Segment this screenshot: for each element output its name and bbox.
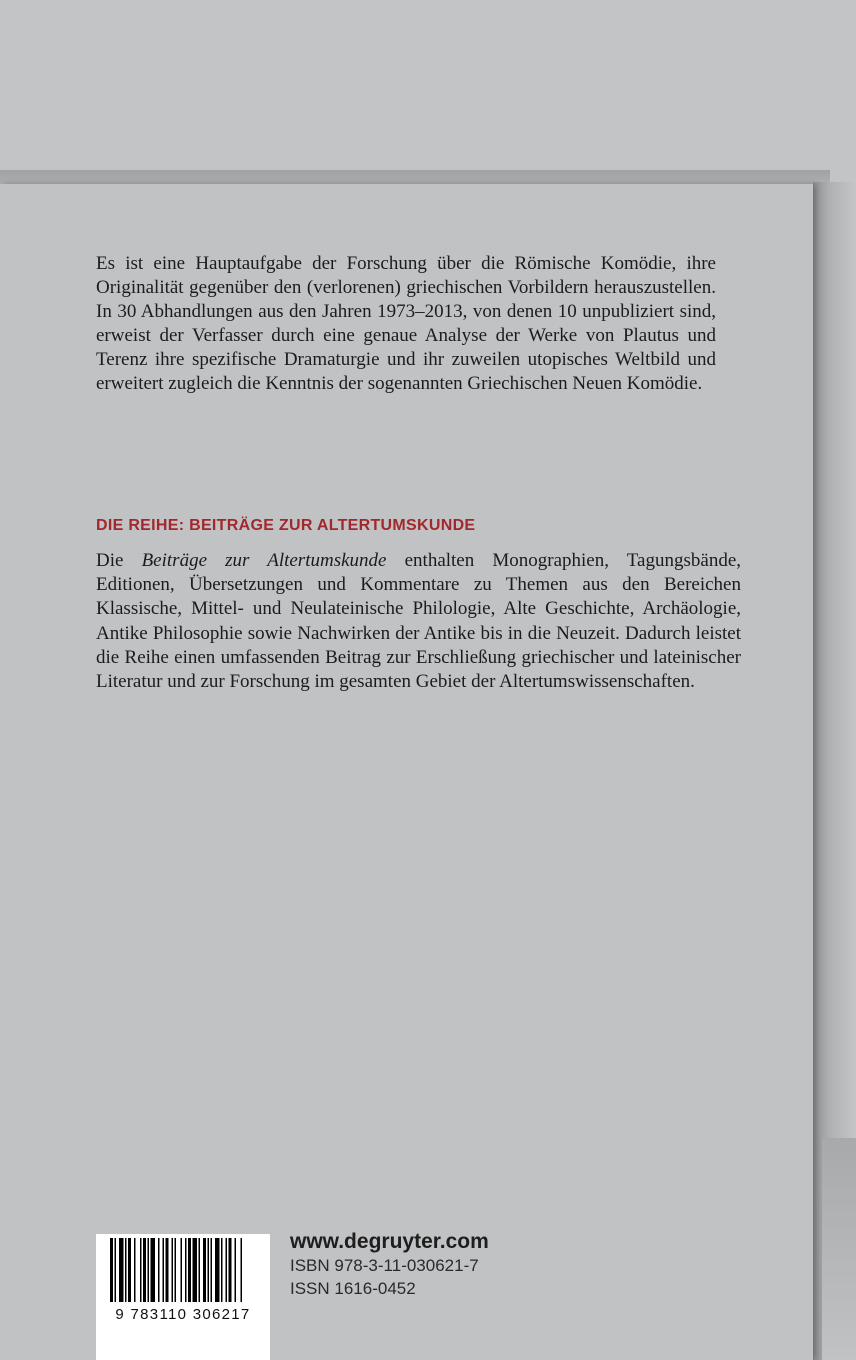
series-heading: DIE REIHE: BEITRÄGE ZUR ALTERTUMSKUNDE (96, 517, 476, 534)
isbn-number: ISBN 978-3-11-030621-7 (290, 1256, 479, 1275)
book-description: Es ist eine Hauptaufgabe der Forschung über die Römische Komödie, ihre Originalität gegenüber den (verlorenen) griechischen Vorbildern herauszustellen. In 30 Abhandlungen aus den Jahren 1973–2013, von denen 10 unpubliziert sind, erweist der Verfasser durch eine genaue Analyse der Werke von Plautus und Terenz ihre spezifische Dramaturgie und ihr zuweilen utopisches Weltbild und erweitert zugleich die Kenntnis der sogenannten Griechischen Neuen Komödie. (96, 253, 716, 394)
barcode (96, 1234, 270, 1360)
series-text-start: Die (96, 550, 142, 571)
publisher-url[interactable]: www.degruyter.com (290, 1230, 489, 1253)
book-edge-lower (822, 1138, 856, 1360)
barcode-number: 9 783110 306217 (115, 1306, 251, 1323)
series-text-rest: enthalten Monographien, Tagungsbände, Editionen, Übersetzungen und Kommentare zu Themen aus den Bereichen Klassische, Mittel- und Neulateinische Philologie, Alte Geschichte, Archäologie, Antike Philosophie sowie Nachwirken der Antike bis in die Neuzeit. Dadurch leistet die Reihe einen umfassenden Beitrag zur Erschließung griechischer und lateinischer Literatur und zur Forschung im gesamten Gebiet der Altertumswissenschaften. (96, 550, 741, 693)
series-name-italic: Beiträge zur Altertumskunde (141, 550, 387, 571)
series-description (96, 549, 741, 694)
issn-number: ISSN 1616-0452 (290, 1279, 416, 1298)
barcode-bars (96, 1234, 270, 1306)
